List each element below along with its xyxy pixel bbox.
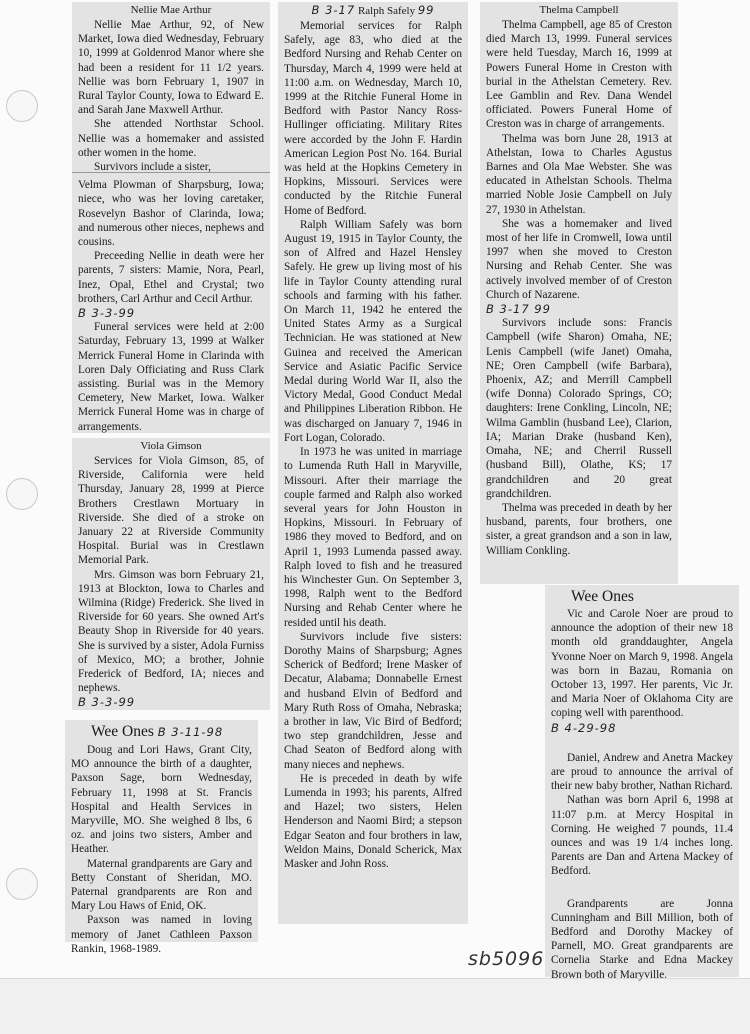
paragraph: Survivors include sons: Francis Campbell (wife Sharon) Omaha, NE; Lenis Campbell (wife Janet) Omaha, NE; Oren Campbell (wife Barbara), Phoenix, AZ; and Merrill Campbell (wife Donna) Colorado Springs, CO; daughters: Irene Conkling, Lincoln, NE; Wilma Gamblin (husband Lee), Clarion, IA; Marian Drake (husband Ken), Omaha, NE; and Cherril Russell (husband Bill), Olathe, KS; 17 grandchildren and 20 great grandchildren. — [486, 317, 672, 500]
section-heading: Ralph Safely — [357, 5, 416, 17]
handwritten-date-note: B 3-11-98 — [157, 725, 224, 739]
paragraph: Maternal grandparents are Gary and Betty Constant of Sheridan, MO. Paternal grandparents are Ron and Mary Lou Haws of Enid, OK. — [71, 857, 252, 913]
paragraph: In 1973 he was united in marriage to Lumenda Ruth Hall in Maryville, Missouri. After their marriage the couple farmed and Ralph also worked several years for John Houston in Hopkins, Missouri. In February of 1986 they moved to Bedford, and on April 1, 1993 Lumenda passed away. Ralph loved to fish and he treasured his Winchester Gun. On September 3, 1998, Ralph went to the Bedford Nursing and Rehab Center where he resided until his death. — [284, 446, 462, 629]
handwritten-date-note: B 3-3-99 — [78, 695, 136, 710]
paragraph: Doug and Lori Haws, Grant City, MO announce the birth of a daughter, Paxson Sage, born Wednesday, February 11, 1998 at St. Francis Hospital and Health Services in Maryville, MO. She weighed 8 lbs, 6 oz. and joins two sisters, Amber and Heather. — [71, 744, 252, 856]
paragraph: Survivors include five sisters: Dorothy Mains of Sharpsburg; Agnes Scherick of Bedford; Irene Masker of Decatur, Alabama; Donnabelle Ernest and husband Elvin of Bedford and Mary Ruth Ross of Omaha, Nebraska; a brother in law, Vic Bird of Bedford; two step grandchildren, Jesse and Chad Seaton of Bedford along with many nieces and nephews. — [284, 630, 462, 771]
paragraph: Paxson was named in loving memory of Janet Cathleen Paxson Rankin, 1968-1989. — [71, 914, 252, 955]
paragraph: Grandparents are Jonna Cunningham and Bill Million, both of Bedford and Dorothy Mackey of Parnell, MO. Great grandparents are Cornelia Starke and Edna Mackey Brown both of Maryville. — [551, 897, 733, 981]
handwritten-date-note: B 3-3-99 — [78, 306, 136, 321]
paragraph: Thelma Campbell, age 85 of Creston died March 13, 1999. Funeral services were held Tuesday, March 16, 1999 at Powers Funeral Home in Creston with burial in the Athelstan Cemetery. Rev. Lee Gamblin and Rev. Dana Wendel officiated. Powers Funeral Home of Creston was in charge of arrangements. — [486, 19, 672, 131]
clipping-safely-obituary — [278, 2, 468, 924]
paragraph: He is preceded in death by wife Lumenda in 1993; his parents, Alfred and Hazel; two sisters, Helen Henderson and Naomi Bird; a stepson Edgar Seaton and four brothers in law, Weldon Mains, Donald Scherick, Max Masker and John Ross. — [284, 772, 462, 870]
clipping-title — [284, 4, 462, 18]
handwritten-date-note: B 4-29-98 — [551, 720, 617, 735]
paragraph: Thelma was born June 28, 1913 at Athelstan, Iowa to Charles Agustus Barnes and Ola Mae Webster. She was educated in Athelstan Schools. Thelma married Noble Josie Campbell on July 27, 1930 in Athelstan. — [486, 132, 672, 216]
paragraph: Memorial services for Ralph Safely, age 83, who died at the Bedford Nursing and Rehab Center on Thursday, March 4, 1999 were held at 11:00 a.m. on Wednesday, March 10, 1999 at the Ritchie Funeral Home in Bedford with Pastor Nancy Ross-Hullinger officiating. Military Rites were accorded by the John F. Hardin American Legion Post No. 164. Burial was held at the Hopkins Cemetery in Hopkins, Missouri. Services were conducted by the Ritchie Funeral Home of Bedford. — [284, 20, 462, 217]
paragraph: Velma Plowman of Sharpsburg, Iowa; niece, who was her loving caretaker, Rosevelyn Bashor of Clarinda, Iowa; and numerous other nieces, nephews and cousins. — [78, 179, 264, 249]
clipping-arthur-obituary — [72, 2, 270, 433]
paragraph: Preceeding Nellie in death were her parents, 7 sisters: Mamie, Nora, Pearl, Inez, Opal, Ethel and Crystal; two brothers, Carl Arthur and Cecil Arthur. — [78, 250, 264, 305]
paragraph: She attended Northstar School. Nellie was a homemaker and assisted other women in the home. — [78, 118, 264, 159]
handwritten-page-number: sb5096 — [468, 948, 545, 970]
section-heading: Wee Ones — [571, 588, 634, 605]
paragraph: Mrs. Gimson was born February 21, 1913 at Blockton, Iowa to Charles and Wilmina (Ridge) Frederick. She lived in Riverside for 60 years. She owned Art's Beauty Shop in Riverside for 40 years. She is survived by a sister, Adola Furniss of Mexico, MO; a brother, Johnie Frederick of Bedford, IA; nieces and nephews. — [78, 568, 264, 695]
binder-hole-middle — [6, 478, 38, 510]
handwritten-date-note: B 3-17 99 — [486, 302, 551, 317]
clipping-title — [71, 722, 252, 742]
paragraph: Nellie Mae Arthur, 92, of New Market, Iowa died Wednesday, February 10, 1999 at Goldenrod Manor where she had been a resident for 11 1/2 years. Nellie was born February 1, 1907 in Rural Taylor County, Iowa to Edward E. and Sarah Jane Maxwell Arthur. — [78, 19, 264, 117]
clipping-wee-ones-haws — [65, 720, 258, 955]
paragraph: Ralph William Safely was born August 19, 1915 in Taylor County, the son of Alfred and Hazel Hensley Safely. He grew up living most of his life in Taylor County attending rural schools and farming with his father. On March 11, 1942 he entered the United States Army as a Surgical Technician. He was stationed at New Guinea and received the American Service and Asiatic Pacific Service Medal during World War II, also the Victory Medal, Good Conduct Medal and Philippines Liberation Ribbon. He was discharged on January 7, 1946 in Fort Logan, Colorado. — [284, 218, 462, 444]
clipping-campbell-obituary — [480, 2, 678, 584]
scanner-bed-edge — [0, 978, 750, 1034]
clipping-fold-line — [72, 172, 270, 173]
clipping-title: Viola Gimson — [140, 440, 202, 452]
paragraph: She was a homemaker and lived most of her life in Cromwell, Iowa until 1997 when she moved to Creston Nursing and Rehab Center. She was actively involved member of of Creston Church of Nazarene. — [486, 217, 672, 301]
clipping-gimson-obituary — [72, 438, 270, 710]
clipping-title: Thelma Campbell — [539, 4, 619, 16]
clipping-title: Nellie Mae Arthur — [130, 4, 212, 16]
handwritten-year-note: 99 — [417, 3, 435, 17]
clipping-wee-ones-noer-mackey — [545, 585, 739, 981]
binder-hole-top — [6, 90, 38, 122]
paragraph: Vic and Carole Noer are proud to announce the adoption of their new 18 month old granddaughter, Angela Yvonne Noer on March 9, 1998. Angela was born in Bazau, Romania on October 13, 1997. Her parents, Vic Jr. and Maria Noer of Oklahoma City are coping well with parenthood. — [551, 608, 733, 720]
paragraph: Funeral services were held at 2:00 Saturday, February 13, 1999 at Walker Merrick Funeral Home in Clarinda with Loren Daly Officiating and Russ Clark assisting. Burial was in the Memory Cemetery, New Market, Iowa. Walker Merrick Funeral Home was in charge of arrangements. — [78, 321, 264, 433]
paragraph: Thelma was preceded in death by her husband, parents, four brothers, one sister, a great grandson and a son in law, William Conkling. — [486, 501, 672, 557]
paragraph: Survivors include a sister, — [94, 161, 211, 174]
handwritten-date-note: B 3-17 — [311, 3, 356, 17]
binder-hole-bottom — [6, 868, 38, 900]
section-heading: Wee Ones — [91, 723, 154, 740]
paragraph: Daniel, Andrew and Anetra Mackey are proud to announce the arrival of their new baby brother, Nathan Richard. — [551, 751, 733, 793]
paragraph: Nathan was born April 6, 1998 at 11:07 p.m. at Mercy Hospital in Corning. He weighed 7 pounds, 11.4 ounces and was 19 1/4 inches long. Parents are Dan and Artena Mackey of Bedford. — [551, 794, 733, 878]
paragraph: Services for Viola Gimson, 85, of Riverside, California were held Thursday, January 28, 1999 at Pierce Brothers Crestlawn Mortuary in Riverside. She died of a stroke on January 22 at Riverside Community Hospital. Burial was in Crestlawn Memorial Park. — [78, 455, 264, 567]
